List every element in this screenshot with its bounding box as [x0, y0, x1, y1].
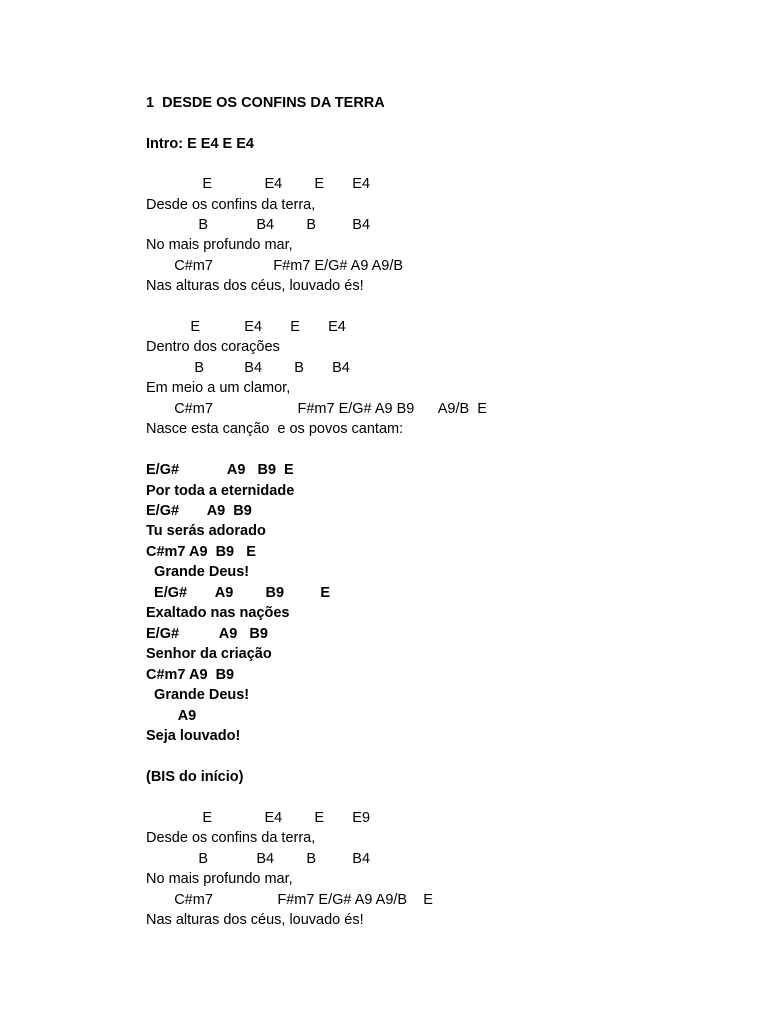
lyric-line: No mais profundo mar,	[146, 237, 293, 253]
chord-line: E/G# A9 B9	[146, 503, 252, 519]
lyric-line: Desde os confins da terra,	[146, 197, 316, 213]
lyric-line: Por toda a eternidade	[146, 483, 295, 499]
lyric-line: Nas alturas dos céus, louvado és!	[146, 912, 364, 928]
chord-line: B B4 B B4	[146, 217, 371, 233]
chord-line: A9	[146, 708, 197, 724]
lyric-line: Seja louvado!	[146, 728, 241, 744]
chord-line: E/G# A9 B9 E	[146, 462, 294, 478]
lyric-line: Nas alturas dos céus, louvado és!	[146, 278, 364, 294]
chord-line: E E4 E E4	[146, 176, 371, 192]
bis-note: (BIS do início)	[146, 769, 244, 785]
lyric-line: Grande Deus!	[146, 687, 250, 703]
lyric-line: Tu serás adorado	[146, 523, 266, 539]
chord-line: E/G# A9 B9	[146, 626, 268, 642]
chord-line: C#m7 F#m7 E/G# A9 B9 A9/B E	[146, 401, 487, 417]
lyric-line: Em meio a um clamor,	[146, 380, 291, 396]
lyric-line: Senhor da criação	[146, 646, 272, 662]
chord-line: C#m7 A9 B9 E	[146, 544, 256, 560]
intro-line: Intro: E E4 E E4	[146, 136, 254, 152]
chord-line: C#m7 F#m7 E/G# A9 A9/B E	[146, 892, 433, 908]
lyric-line: Desde os confins da terra,	[146, 830, 316, 846]
lyric-line: Exaltado nas nações	[146, 605, 290, 621]
lyric-line: Nasce esta canção e os povos cantam:	[146, 421, 404, 437]
chord-line: E E4 E E9	[146, 810, 371, 826]
lyric-line: Dentro dos corações	[146, 339, 280, 355]
lyric-line: No mais profundo mar,	[146, 871, 293, 887]
chord-line: C#m7 F#m7 E/G# A9 A9/B	[146, 258, 404, 274]
chord-line: E/G# A9 B9 E	[146, 585, 330, 601]
lyric-line: Grande Deus!	[146, 564, 250, 580]
chord-line: E E4 E E4	[146, 319, 346, 335]
chord-line: B B4 B B4	[146, 851, 371, 867]
chord-line: C#m7 A9 B9	[146, 667, 235, 683]
chord-line: B B4 B B4	[146, 360, 350, 376]
song-title: 1 DESDE OS CONFINS DA TERRA	[146, 95, 385, 111]
